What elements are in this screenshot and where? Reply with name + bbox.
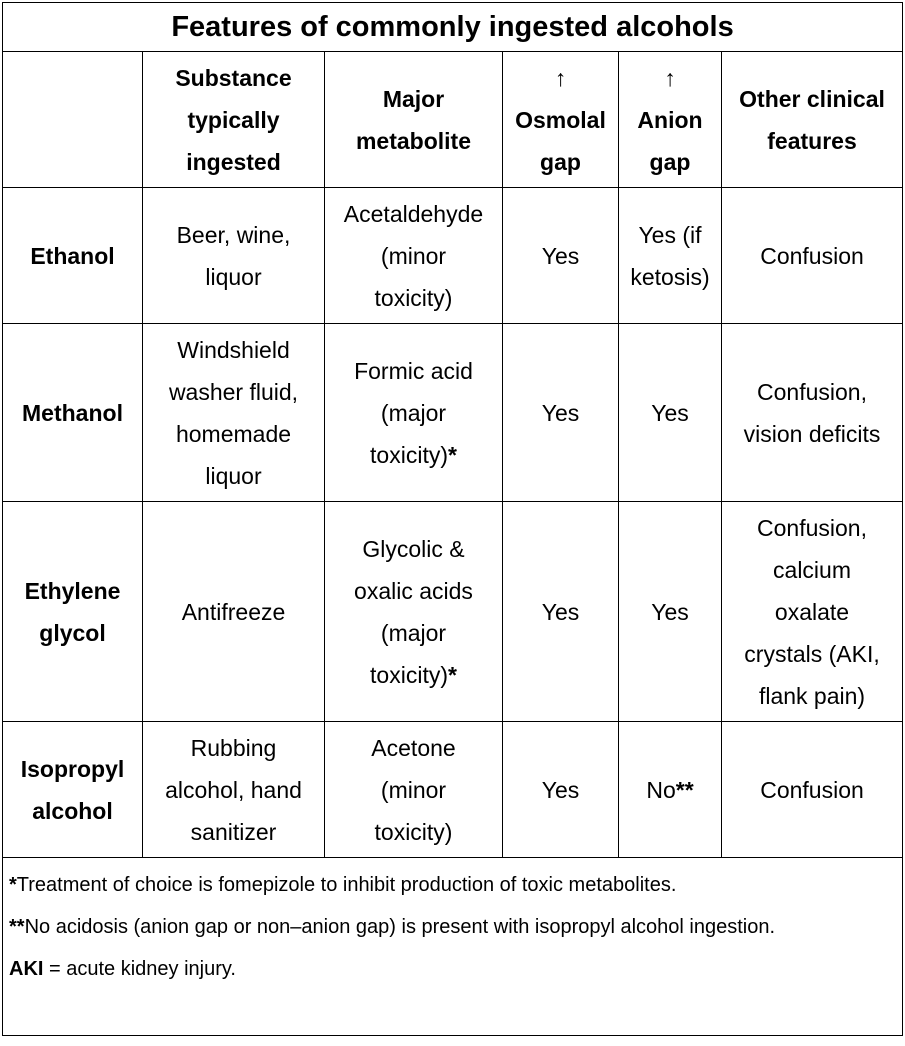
row-substance: Windshield washer fluid, homemade liquor xyxy=(143,324,325,502)
row-substance: Beer, wine, liquor xyxy=(143,188,325,324)
row-alcohol: Ethanol xyxy=(3,188,143,324)
row-anion-gap: No** xyxy=(619,722,722,858)
row-osmolal-gap: Yes xyxy=(503,502,619,722)
alcohols-table-container xyxy=(2,2,902,1036)
row-clinical: Confusion, calcium oxalate crystals (AKI, flank pain) xyxy=(722,502,903,722)
row-clinical: Confusion xyxy=(722,722,903,858)
header-metabolite: Major metabolite xyxy=(325,52,503,188)
row-osmolal-gap: Yes xyxy=(503,188,619,324)
header-osmolal-gap: ↑ Osmolal gap xyxy=(503,52,619,188)
row-clinical: Confusion, vision deficits xyxy=(722,324,903,502)
row-metabolite: Acetaldehyde (minor toxicity) xyxy=(325,188,503,324)
row-substance: Antifreeze xyxy=(143,502,325,722)
up-arrow-icon: ↑ xyxy=(664,64,676,91)
header-anion-gap: ↑ Anion gap xyxy=(619,52,722,188)
alcohols-table xyxy=(2,2,903,1036)
abbreviation: AKI = acute kidney injury. xyxy=(9,958,236,980)
up-arrow-icon: ↑ xyxy=(554,64,567,91)
header-substance: Substance typically ingested xyxy=(143,52,325,188)
table-row xyxy=(3,324,903,502)
row-osmolal-gap: Yes xyxy=(503,324,619,502)
row-clinical: Confusion xyxy=(722,188,903,324)
row-metabolite: Acetone (minor toxicity) xyxy=(325,722,503,858)
table-row xyxy=(3,502,903,722)
table-row xyxy=(3,188,903,324)
footnotes xyxy=(3,858,903,1036)
row-alcohol: Isopropyl alcohol xyxy=(3,722,143,858)
footnote-marker: * xyxy=(448,661,457,688)
row-substance: Rubbing alcohol, hand sanitizer xyxy=(143,722,325,858)
row-anion-gap: Yes xyxy=(619,502,722,722)
table-title: Features of commonly ingested alcohols xyxy=(3,3,903,52)
row-osmolal-gap: Yes xyxy=(503,722,619,858)
row-anion-gap: Yes xyxy=(619,324,722,502)
row-alcohol: Ethylene glycol xyxy=(3,502,143,722)
header-clinical: Other clinical features xyxy=(722,52,903,188)
title-row xyxy=(3,3,903,52)
row-alcohol: Methanol xyxy=(3,324,143,502)
row-metabolite: Glycolic & oxalic acids (major toxicity)* xyxy=(325,502,503,722)
header-row xyxy=(3,52,903,188)
header-empty xyxy=(3,52,143,188)
footnote-marker: * xyxy=(448,441,457,468)
footnote-2: **No acidosis (anion gap or non–anion gap) is present with isopropyl alcohol ingestion. xyxy=(9,916,776,938)
footnote-marker: ** xyxy=(675,776,694,803)
row-metabolite: Formic acid (major toxicity)* xyxy=(325,324,503,502)
row-anion-gap: Yes (if ketosis) xyxy=(619,188,722,324)
footnote-1: *Treatment of choice is fomepizole to inhibit production of toxic metabolites. xyxy=(9,874,677,896)
footnotes-row xyxy=(3,858,903,1036)
table-row xyxy=(3,722,903,858)
